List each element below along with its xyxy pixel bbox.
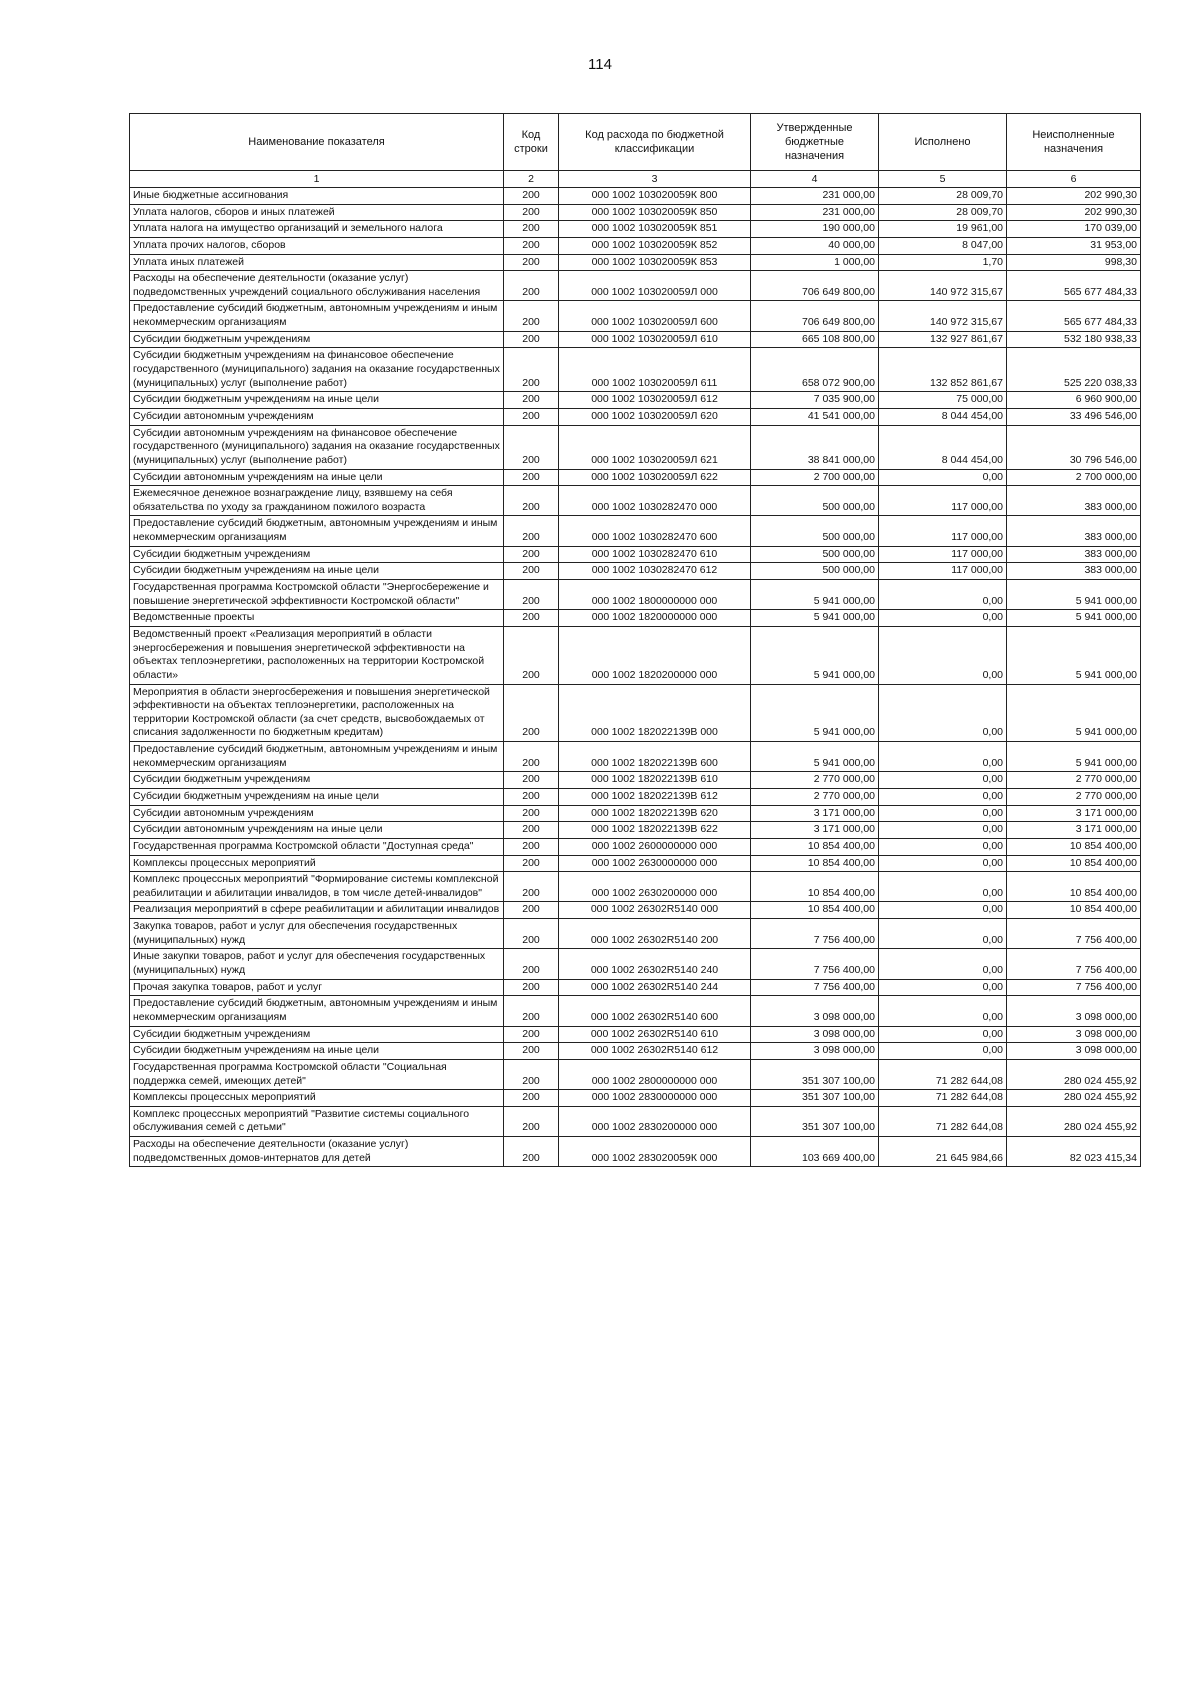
cell-approved: 190 000,00 [751,221,879,238]
cell-line-code: 200 [504,1106,559,1136]
cell-unexecuted: 202 990,30 [1007,204,1141,221]
cell-line-code: 200 [504,902,559,919]
cell-executed: 0,00 [879,979,1007,996]
cell-unexecuted: 7 756 400,00 [1007,919,1141,949]
column-number: 1 [130,171,504,188]
cell-unexecuted: 383 000,00 [1007,563,1141,580]
cell-indicator-name: Субсидии бюджетным учреждениям [130,772,504,789]
cell-budget-code: 000 1002 103020059Л 620 [559,408,751,425]
cell-indicator-name: Комплекс процессных мероприятий "Формирование системы комплексной реабилитации и абилитации инвалидов, в том числе детей-инвалидов" [130,872,504,902]
cell-unexecuted: 3 098 000,00 [1007,996,1141,1026]
cell-line-code: 200 [504,516,559,546]
cell-approved: 7 035 900,00 [751,392,879,409]
cell-approved: 10 854 400,00 [751,872,879,902]
cell-indicator-name: Субсидии бюджетным учреждениям на иные цели [130,563,504,580]
cell-budget-code: 000 1002 103020059Л 000 [559,271,751,301]
budget-execution-table [129,113,1141,1167]
header-indicator-name: Наименование показателя [130,114,504,171]
cell-unexecuted: 525 220 038,33 [1007,348,1141,392]
cell-unexecuted: 280 024 455,92 [1007,1090,1141,1107]
cell-indicator-name: Субсидии бюджетным учреждениям на финансовое обеспечение государственного (муниципального) задания на оказание государственных (муниципальных) услуг (выполнение работ) [130,348,504,392]
cell-indicator-name: Комплексы процессных мероприятий [130,855,504,872]
cell-line-code: 200 [504,919,559,949]
cell-executed: 0,00 [879,996,1007,1026]
cell-unexecuted: 170 039,00 [1007,221,1141,238]
cell-line-code: 200 [504,221,559,238]
cell-indicator-name: Прочая закупка товаров, работ и услуг [130,979,504,996]
cell-approved: 40 000,00 [751,237,879,254]
cell-indicator-name: Закупка товаров, работ и услуг для обеспечения государственных (муниципальных) нужд [130,919,504,949]
cell-budget-code: 000 1002 1820200000 000 [559,626,751,684]
table-row [130,546,1141,563]
cell-executed: 140 972 315,67 [879,271,1007,301]
cell-budget-code: 000 1002 1030282470 000 [559,486,751,516]
cell-approved: 3 171 000,00 [751,805,879,822]
column-number: 4 [751,171,879,188]
cell-budget-code: 000 1002 26302R5140 240 [559,949,751,979]
cell-unexecuted: 10 854 400,00 [1007,855,1141,872]
cell-executed: 75 000,00 [879,392,1007,409]
cell-budget-code: 000 1002 2630200000 000 [559,872,751,902]
table-row [130,301,1141,331]
table-row [130,1106,1141,1136]
cell-line-code: 200 [504,425,559,469]
cell-line-code: 200 [504,469,559,486]
cell-approved: 2 770 000,00 [751,772,879,789]
cell-executed: 0,00 [879,949,1007,979]
cell-budget-code: 000 1002 103020059Л 612 [559,392,751,409]
table-row [130,516,1141,546]
cell-budget-code: 000 1002 283020059К 000 [559,1137,751,1167]
cell-budget-code: 000 1002 182022139В 600 [559,742,751,772]
cell-indicator-name: Ведомственные проекты [130,610,504,627]
cell-line-code: 200 [504,805,559,822]
table-body [130,188,1141,1167]
cell-executed: 0,00 [879,1026,1007,1043]
cell-budget-code: 000 1002 103020059К 852 [559,237,751,254]
table-row [130,919,1141,949]
cell-indicator-name: Субсидии бюджетным учреждениям на иные цели [130,392,504,409]
cell-unexecuted: 383 000,00 [1007,546,1141,563]
cell-executed: 8 044 454,00 [879,408,1007,425]
cell-indicator-name: Субсидии автономным учреждениям на иные цели [130,469,504,486]
table-row [130,610,1141,627]
cell-indicator-name: Комплексы процессных мероприятий [130,1090,504,1107]
cell-indicator-name: Субсидии бюджетным учреждениям на иные цели [130,788,504,805]
cell-unexecuted: 5 941 000,00 [1007,626,1141,684]
cell-indicator-name: Иные бюджетные ассигнования [130,188,504,205]
cell-executed: 28 009,70 [879,188,1007,205]
cell-budget-code: 000 1002 2800000000 000 [559,1059,751,1089]
header-line-code: Код строки [504,114,559,171]
cell-line-code: 200 [504,301,559,331]
table-row [130,408,1141,425]
cell-approved: 7 756 400,00 [751,979,879,996]
cell-approved: 3 098 000,00 [751,1043,879,1060]
cell-approved: 500 000,00 [751,563,879,580]
cell-line-code: 200 [504,626,559,684]
column-number: 2 [504,171,559,188]
cell-unexecuted: 998,30 [1007,254,1141,271]
cell-indicator-name: Уплата иных платежей [130,254,504,271]
cell-line-code: 200 [504,563,559,580]
cell-budget-code: 000 1002 26302R5140 610 [559,1026,751,1043]
cell-approved: 706 649 800,00 [751,271,879,301]
cell-budget-code: 000 1002 26302R5140 000 [559,902,751,919]
cell-budget-code: 000 1002 26302R5140 600 [559,996,751,1026]
cell-budget-code: 000 1002 1820000000 000 [559,610,751,627]
cell-line-code: 200 [504,772,559,789]
cell-line-code: 200 [504,486,559,516]
cell-executed: 117 000,00 [879,486,1007,516]
cell-executed: 0,00 [879,772,1007,789]
cell-line-code: 200 [504,331,559,348]
cell-approved: 500 000,00 [751,516,879,546]
cell-unexecuted: 5 941 000,00 [1007,742,1141,772]
table-row [130,1026,1141,1043]
cell-line-code: 200 [504,822,559,839]
cell-indicator-name: Субсидии автономным учреждениям на иные цели [130,822,504,839]
cell-unexecuted: 202 990,30 [1007,188,1141,205]
table-row [130,949,1141,979]
cell-indicator-name: Государственная программа Костромской области "Социальная поддержка семей, имеющих детей" [130,1059,504,1089]
table-row [130,996,1141,1026]
cell-executed: 28 009,70 [879,204,1007,221]
table-row [130,742,1141,772]
cell-approved: 500 000,00 [751,546,879,563]
cell-unexecuted: 3 171 000,00 [1007,822,1141,839]
cell-unexecuted: 82 023 415,34 [1007,1137,1141,1167]
table-row [130,788,1141,805]
cell-approved: 665 108 800,00 [751,331,879,348]
cell-budget-code: 000 1002 103020059К 800 [559,188,751,205]
table-row [130,1090,1141,1107]
cell-indicator-name: Субсидии автономным учреждениям [130,408,504,425]
cell-approved: 41 541 000,00 [751,408,879,425]
cell-executed: 1,70 [879,254,1007,271]
cell-budget-code: 000 1002 103020059К 853 [559,254,751,271]
header-unexecuted: Неисполненные назначения [1007,114,1141,171]
table-row [130,469,1141,486]
cell-indicator-name: Расходы на обеспечение деятельности (оказание услуг) подведомственных домов-интернатов для детей [130,1137,504,1167]
cell-approved: 38 841 000,00 [751,425,879,469]
cell-line-code: 200 [504,788,559,805]
cell-unexecuted: 383 000,00 [1007,516,1141,546]
cell-approved: 5 941 000,00 [751,684,879,742]
cell-indicator-name: Предоставление субсидий бюджетным, автономным учреждениям и иным некоммерческим организациям [130,301,504,331]
cell-executed: 0,00 [879,1043,1007,1060]
cell-indicator-name: Уплата налогов, сборов и иных платежей [130,204,504,221]
cell-line-code: 200 [504,610,559,627]
cell-line-code: 200 [504,979,559,996]
table-row [130,772,1141,789]
cell-line-code: 200 [504,237,559,254]
header-budget-code: Код расхода по бюджетной классификации [559,114,751,171]
cell-budget-code: 000 1002 26302R5140 200 [559,919,751,949]
cell-unexecuted: 2 770 000,00 [1007,772,1141,789]
cell-indicator-name: Субсидии бюджетным учреждениям [130,1026,504,1043]
cell-line-code: 200 [504,1059,559,1089]
cell-approved: 1 000,00 [751,254,879,271]
cell-budget-code: 000 1002 182022139В 612 [559,788,751,805]
table-row [130,188,1141,205]
column-number: 5 [879,171,1007,188]
cell-indicator-name: Предоставление субсидий бюджетным, автономным учреждениям и иным некоммерческим организациям [130,516,504,546]
cell-budget-code: 000 1002 103020059К 850 [559,204,751,221]
cell-executed: 0,00 [879,805,1007,822]
cell-unexecuted: 3 098 000,00 [1007,1026,1141,1043]
cell-indicator-name: Субсидии бюджетным учреждениям [130,331,504,348]
cell-approved: 231 000,00 [751,188,879,205]
cell-unexecuted: 6 960 900,00 [1007,392,1141,409]
cell-unexecuted: 3 171 000,00 [1007,805,1141,822]
cell-executed: 71 282 644,08 [879,1106,1007,1136]
cell-line-code: 200 [504,271,559,301]
cell-approved: 7 756 400,00 [751,919,879,949]
cell-executed: 8 047,00 [879,237,1007,254]
cell-approved: 5 941 000,00 [751,610,879,627]
cell-executed: 0,00 [879,919,1007,949]
table-row [130,348,1141,392]
cell-approved: 231 000,00 [751,204,879,221]
header-approved: Утвержденные бюджетные назначения [751,114,879,171]
table-row [130,1059,1141,1089]
cell-budget-code: 000 1002 103020059Л 621 [559,425,751,469]
cell-executed: 132 852 861,67 [879,348,1007,392]
cell-line-code: 200 [504,1090,559,1107]
cell-executed: 140 972 315,67 [879,301,1007,331]
cell-approved: 5 941 000,00 [751,626,879,684]
table-row [130,563,1141,580]
table-row [130,254,1141,271]
cell-executed: 0,00 [879,626,1007,684]
cell-approved: 2 770 000,00 [751,788,879,805]
table-row [130,1043,1141,1060]
cell-line-code: 200 [504,188,559,205]
cell-executed: 0,00 [879,822,1007,839]
cell-executed: 19 961,00 [879,221,1007,238]
table-row [130,805,1141,822]
cell-approved: 10 854 400,00 [751,902,879,919]
cell-budget-code: 000 1002 26302R5140 244 [559,979,751,996]
column-number: 3 [559,171,751,188]
cell-unexecuted: 10 854 400,00 [1007,902,1141,919]
cell-executed: 0,00 [879,684,1007,742]
cell-budget-code: 000 1002 1030282470 600 [559,516,751,546]
table-row [130,221,1141,238]
cell-budget-code: 000 1002 103020059Л 611 [559,348,751,392]
cell-approved: 351 307 100,00 [751,1059,879,1089]
cell-line-code: 200 [504,742,559,772]
cell-line-code: 200 [504,872,559,902]
cell-indicator-name: Уплата прочих налогов, сборов [130,237,504,254]
table-row [130,425,1141,469]
cell-budget-code: 000 1002 1030282470 610 [559,546,751,563]
cell-line-code: 200 [504,254,559,271]
cell-unexecuted: 7 756 400,00 [1007,979,1141,996]
cell-unexecuted: 30 796 546,00 [1007,425,1141,469]
cell-indicator-name: Ведомственный проект «Реализация мероприятий в области энергосбережения и повышения энергетической эффективности на объектах теплоэнергетики, расположенных на территории Костромской области» [130,626,504,684]
cell-executed: 8 044 454,00 [879,425,1007,469]
cell-unexecuted: 10 854 400,00 [1007,838,1141,855]
cell-line-code: 200 [504,1043,559,1060]
cell-unexecuted: 532 180 938,33 [1007,331,1141,348]
cell-indicator-name: Расходы на обеспечение деятельности (оказание услуг) подведомственных учреждений социального обслуживания населения [130,271,504,301]
cell-unexecuted: 280 024 455,92 [1007,1059,1141,1089]
cell-executed: 0,00 [879,872,1007,902]
cell-line-code: 200 [504,546,559,563]
cell-budget-code: 000 1002 2830000000 000 [559,1090,751,1107]
cell-indicator-name: Предоставление субсидий бюджетным, автономным учреждениям и иным некоммерческим организациям [130,742,504,772]
cell-approved: 706 649 800,00 [751,301,879,331]
cell-executed: 117 000,00 [879,516,1007,546]
cell-executed: 0,00 [879,742,1007,772]
cell-approved: 5 941 000,00 [751,580,879,610]
cell-unexecuted: 5 941 000,00 [1007,580,1141,610]
table-row [130,855,1141,872]
cell-unexecuted: 565 677 484,33 [1007,301,1141,331]
table-row [130,979,1141,996]
cell-budget-code: 000 1002 103020059Л 600 [559,301,751,331]
cell-executed: 0,00 [879,610,1007,627]
cell-line-code: 200 [504,949,559,979]
cell-line-code: 200 [504,1137,559,1167]
page-number: 114 [588,56,612,73]
cell-executed: 132 927 861,67 [879,331,1007,348]
cell-budget-code: 000 1002 26302R5140 612 [559,1043,751,1060]
cell-unexecuted: 383 000,00 [1007,486,1141,516]
table-row [130,392,1141,409]
cell-indicator-name: Ежемесячное денежное вознаграждение лицу, взявшему на себя обязательства по уходу за гражданином пожилого возраста [130,486,504,516]
cell-indicator-name: Предоставление субсидий бюджетным, автономным учреждениям и иным некоммерческим организациям [130,996,504,1026]
cell-executed: 0,00 [879,469,1007,486]
header-row [130,114,1141,171]
cell-unexecuted: 31 953,00 [1007,237,1141,254]
cell-budget-code: 000 1002 182022139В 620 [559,805,751,822]
table-row [130,580,1141,610]
cell-approved: 3 098 000,00 [751,996,879,1026]
cell-line-code: 200 [504,408,559,425]
cell-unexecuted: 565 677 484,33 [1007,271,1141,301]
cell-executed: 117 000,00 [879,563,1007,580]
table-row [130,204,1141,221]
header-executed: Исполнено [879,114,1007,171]
cell-indicator-name: Субсидии бюджетным учреждениям на иные цели [130,1043,504,1060]
cell-executed: 117 000,00 [879,546,1007,563]
cell-unexecuted: 5 941 000,00 [1007,610,1141,627]
cell-indicator-name: Государственная программа Костромской области "Энергосбережение и повышение энергетической эффективности Костромской области" [130,580,504,610]
cell-approved: 10 854 400,00 [751,855,879,872]
cell-unexecuted: 3 098 000,00 [1007,1043,1141,1060]
cell-line-code: 200 [504,684,559,742]
cell-line-code: 200 [504,348,559,392]
cell-budget-code: 000 1002 1030282470 612 [559,563,751,580]
cell-line-code: 200 [504,204,559,221]
cell-unexecuted: 2 700 000,00 [1007,469,1141,486]
cell-unexecuted: 33 496 546,00 [1007,408,1141,425]
cell-unexecuted: 10 854 400,00 [1007,872,1141,902]
cell-approved: 2 700 000,00 [751,469,879,486]
cell-indicator-name: Мероприятия в области энергосбережения и повышения энергетической эффективности на объектах теплоэнергетики, расположенных на территории Костромской области (за счет средств, высвобождаемых от списания задолженности по бюджетным кредитам) [130,684,504,742]
column-number-row [130,171,1141,188]
cell-executed: 0,00 [879,838,1007,855]
table-row [130,684,1141,742]
table-row [130,872,1141,902]
cell-approved: 351 307 100,00 [751,1090,879,1107]
cell-budget-code: 000 1002 182022139В 000 [559,684,751,742]
cell-approved: 500 000,00 [751,486,879,516]
cell-executed: 0,00 [879,902,1007,919]
table-row [130,237,1141,254]
cell-line-code: 200 [504,838,559,855]
cell-approved: 3 171 000,00 [751,822,879,839]
cell-budget-code: 000 1002 182022139В 622 [559,822,751,839]
cell-unexecuted: 2 770 000,00 [1007,788,1141,805]
table-row [130,1137,1141,1167]
cell-budget-code: 000 1002 1800000000 000 [559,580,751,610]
cell-executed: 71 282 644,08 [879,1090,1007,1107]
cell-approved: 351 307 100,00 [751,1106,879,1136]
cell-budget-code: 000 1002 182022139В 610 [559,772,751,789]
cell-indicator-name: Субсидии автономным учреждениям на финансовое обеспечение государственного (муниципального) задания на оказание государственных (муниципальных) услуг (выполнение работ) [130,425,504,469]
cell-indicator-name: Реализация мероприятий в сфере реабилитации и абилитации инвалидов [130,902,504,919]
cell-unexecuted: 7 756 400,00 [1007,949,1141,979]
table-row [130,822,1141,839]
table-row [130,902,1141,919]
cell-unexecuted: 5 941 000,00 [1007,684,1141,742]
cell-budget-code: 000 1002 103020059К 851 [559,221,751,238]
cell-approved: 658 072 900,00 [751,348,879,392]
cell-executed: 21 645 984,66 [879,1137,1007,1167]
cell-approved: 3 098 000,00 [751,1026,879,1043]
cell-line-code: 200 [504,855,559,872]
cell-budget-code: 000 1002 2630000000 000 [559,855,751,872]
column-number: 6 [1007,171,1141,188]
cell-indicator-name: Государственная программа Костромской области "Доступная среда" [130,838,504,855]
cell-executed: 71 282 644,08 [879,1059,1007,1089]
table-row [130,486,1141,516]
cell-budget-code: 000 1002 103020059Л 622 [559,469,751,486]
cell-indicator-name: Комплекс процессных мероприятий "Развитие системы социального обслуживания семей с детьми" [130,1106,504,1136]
table-row [130,626,1141,684]
cell-executed: 0,00 [879,855,1007,872]
cell-budget-code: 000 1002 103020059Л 610 [559,331,751,348]
cell-executed: 0,00 [879,580,1007,610]
cell-indicator-name: Уплата налога на имущество организаций и земельного налога [130,221,504,238]
cell-approved: 103 669 400,00 [751,1137,879,1167]
cell-line-code: 200 [504,580,559,610]
cell-approved: 10 854 400,00 [751,838,879,855]
cell-line-code: 200 [504,392,559,409]
cell-budget-code: 000 1002 2830200000 000 [559,1106,751,1136]
table-row [130,271,1141,301]
cell-approved: 5 941 000,00 [751,742,879,772]
cell-approved: 7 756 400,00 [751,949,879,979]
cell-line-code: 200 [504,1026,559,1043]
cell-indicator-name: Субсидии бюджетным учреждениям [130,546,504,563]
cell-line-code: 200 [504,996,559,1026]
cell-budget-code: 000 1002 2600000000 000 [559,838,751,855]
table-row [130,331,1141,348]
cell-indicator-name: Субсидии автономным учреждениям [130,805,504,822]
cell-indicator-name: Иные закупки товаров, работ и услуг для обеспечения государственных (муниципальных) нужд [130,949,504,979]
cell-executed: 0,00 [879,788,1007,805]
table-row [130,838,1141,855]
cell-unexecuted: 280 024 455,92 [1007,1106,1141,1136]
